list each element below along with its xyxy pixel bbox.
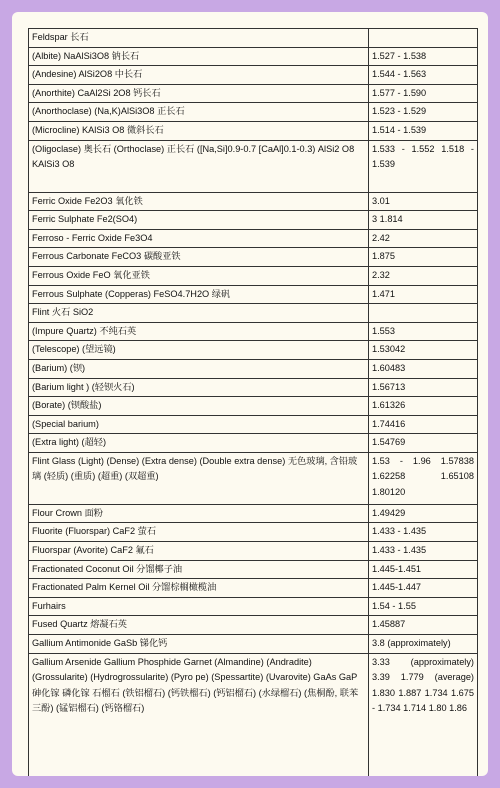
table-row (29, 341, 478, 360)
table-row (29, 597, 478, 616)
table-row (29, 29, 478, 48)
material-cell: (Barium) (钡) (29, 359, 369, 378)
material-cell: Ferrous Sulphate (Copperas) FeSO4.7H2O 绿矾 (29, 285, 369, 304)
table-row (29, 192, 478, 211)
table-row (29, 359, 478, 378)
material-cell: Ferrous Carbonate FeCO3 碳酸亚铁 (29, 248, 369, 267)
material-cell: (Special barium) (29, 415, 369, 434)
table-row (29, 211, 478, 230)
refractive-index-cell: 1.544 - 1.563 (369, 66, 478, 85)
material-cell: (Oligoclase) 奥长石 (Orthoclase) 正长石 ([Na,Si]0.9-0.7 [CaAl]0.1-0.3) AlSi2 O8 KAlSi3 O8 (29, 140, 369, 192)
refractive-index-cell: 2.32 (369, 266, 478, 285)
table-row (29, 523, 478, 542)
table-row (29, 415, 478, 434)
table-row (29, 560, 478, 579)
material-cell: Fractionated Coconut Oil 分馏椰子油 (29, 560, 369, 579)
material-cell: Fractionated Palm Kernel Oil 分馏棕榈橄榄油 (29, 579, 369, 598)
refractive-index-cell: 2.42 (369, 229, 478, 248)
refractive-index-cell: 1.45887 (369, 616, 478, 635)
table-row (29, 653, 478, 776)
table-row (29, 229, 478, 248)
table-row (29, 248, 478, 267)
refractive-index-cell (369, 29, 478, 48)
material-cell: Ferric Oxide Fe2O3 氧化铁 (29, 192, 369, 211)
refractive-index-cell: 3.8 (approximately) (369, 635, 478, 654)
table-row (29, 140, 478, 192)
material-cell: (Barium light ) (轻钡火石) (29, 378, 369, 397)
refractive-index-table (28, 28, 478, 776)
refractive-index-cell: 1.875 (369, 248, 478, 267)
refractive-index-cell: 1.54769 (369, 434, 478, 453)
material-cell: (Extra light) (超轻) (29, 434, 369, 453)
table-row (29, 84, 478, 103)
table-row (29, 266, 478, 285)
table-row (29, 47, 478, 66)
material-cell: (Albite) NaAlSi3O8 钠长石 (29, 47, 369, 66)
table-row (29, 103, 478, 122)
refractive-index-cell: 1.49429 (369, 504, 478, 523)
material-cell: Flour Crown 面粉 (29, 504, 369, 523)
table-row (29, 304, 478, 323)
refractive-index-cell: 1.433 - 1.435 (369, 542, 478, 561)
refractive-index-cell: 1.445-1.451 (369, 560, 478, 579)
material-cell: (Anorthite) CaAl2Si 2O8 钙长石 (29, 84, 369, 103)
table-row (29, 322, 478, 341)
material-cell: Gallium Antimonide GaSb 锑化钙 (29, 635, 369, 654)
table-row (29, 616, 478, 635)
refractive-index-cell: 3.33 (approximately) 3.39 1.779 (average) 1.830 1.887 1.734 1.675 - 1.734 1.714 1.80 1.86 (369, 653, 478, 776)
material-cell: (Andesine) AlSi2O8 中长石 (29, 66, 369, 85)
material-cell: Feldspar 长石 (29, 29, 369, 48)
refractive-index-cell: 1.74416 (369, 415, 478, 434)
refractive-index-cell: 1.61326 (369, 397, 478, 416)
refractive-index-cell: 1.577 - 1.590 (369, 84, 478, 103)
refractive-index-cell: 1.445-1.447 (369, 579, 478, 598)
refractive-index-cell (369, 304, 478, 323)
table-row (29, 434, 478, 453)
material-cell: (Microcline) KAlSi3 O8 微斜长石 (29, 121, 369, 140)
refractive-index-cell: 1.514 - 1.539 (369, 121, 478, 140)
table-row (29, 504, 478, 523)
material-cell: (Telescope) (望远镜) (29, 341, 369, 360)
refractive-index-cell: 1.53 - 1.96 1.57838 1.62258 1.65108 1.80120 (369, 452, 478, 504)
material-cell: Gallium Arsenide Gallium Phosphide Garnet (Almandine) (Andradite) (Grossularite) (Hydrogrossularite) (Pyro pe) (Spessartite) (Uvarovite) GaAs GaP 砷化镓 磷化镓 石榴石 (铁铝榴石) (钙铁榴石) (钙铝榴石) (水绿榴石) (焦桐酚, 联苯三酚) (锰铝榴石) (钙铬榴石) (29, 653, 369, 776)
refractive-index-cell: 1.60483 (369, 359, 478, 378)
table-row (29, 285, 478, 304)
table-row (29, 452, 478, 504)
material-cell: Ferrous Oxide FeO 氧化亚铁 (29, 266, 369, 285)
material-cell: (Anorthoclase) (Na,K)AlSi3O8 正长石 (29, 103, 369, 122)
refractive-index-cell: 1.56713 (369, 378, 478, 397)
material-cell: Furhairs (29, 597, 369, 616)
table-row (29, 397, 478, 416)
refractive-index-cell: 1.527 - 1.538 (369, 47, 478, 66)
table-row (29, 542, 478, 561)
table-row (29, 121, 478, 140)
material-cell: Fluorite (Fluorspar) CaF2 萤石 (29, 523, 369, 542)
refractive-index-cell: 1.553 (369, 322, 478, 341)
material-cell: Ferroso - Ferric Oxide Fe3O4 (29, 229, 369, 248)
document-page (12, 12, 488, 776)
refractive-index-cell: 1.471 (369, 285, 478, 304)
refractive-index-cell: 3 1.814 (369, 211, 478, 230)
material-cell: Ferric Sulphate Fe2(SO4) (29, 211, 369, 230)
refractive-index-cell: 1.523 - 1.529 (369, 103, 478, 122)
material-cell: Fused Quartz 熔凝石英 (29, 616, 369, 635)
table-row (29, 579, 478, 598)
refractive-index-cell: 1.54 - 1.55 (369, 597, 478, 616)
refractive-index-cell: 1.53042 (369, 341, 478, 360)
material-cell: Flint 火石 SiO2 (29, 304, 369, 323)
material-cell: (Impure Quartz) 不纯石英 (29, 322, 369, 341)
table-row (29, 66, 478, 85)
material-cell: Flint Glass (Light) (Dense) (Extra dense) (Double extra dense) 无色玻璃, 含铅玻璃 (轻质) (重质) (超重) (双超重) (29, 452, 369, 504)
material-cell: (Borate) (钡酸盐) (29, 397, 369, 416)
table-row (29, 635, 478, 654)
refractive-index-cell: 3.01 (369, 192, 478, 211)
refractive-index-cell: 1.533 - 1.552 1.518 - 1.539 (369, 140, 478, 192)
material-cell: Fluorspar (Avorite) CaF2 氟石 (29, 542, 369, 561)
table-row (29, 378, 478, 397)
refractive-index-cell: 1.433 - 1.435 (369, 523, 478, 542)
